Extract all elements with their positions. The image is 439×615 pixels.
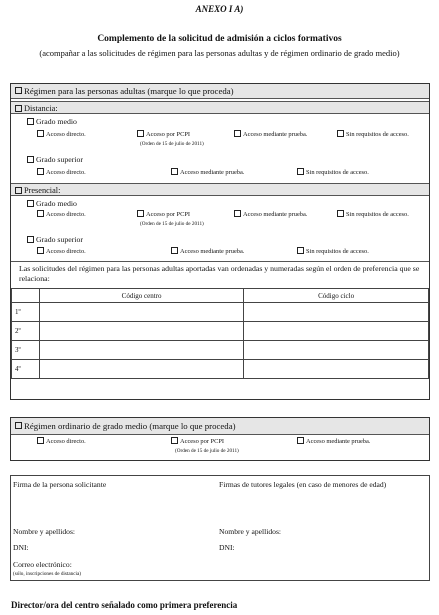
preference-instructions: Las solicitudes del régimen para las personas adultas aportadas van ordenadas y numeradas según el orden de preferencia que se relaciona: xyxy=(19,264,420,283)
pref-centro-input[interactable] xyxy=(40,322,244,341)
checkbox-pres-gm-pcpi[interactable] xyxy=(137,210,144,217)
table-row xyxy=(12,341,429,360)
checkbox-presencial-grado-medio[interactable] xyxy=(27,200,34,207)
pref-row-number: 2º xyxy=(12,322,40,341)
distance-grado-superior-row xyxy=(11,153,429,169)
checkbox-presencial-grado-superior[interactable] xyxy=(27,236,34,243)
ord-orden-note: (Orden de 15 de julio de 2011) xyxy=(175,448,239,454)
checkbox-dist-gm-pcpi[interactable] xyxy=(137,130,144,137)
form-subtitle: (acompañar a las solicitudes de régimen para las personas adultas y de régimen ordinario de grado medio) xyxy=(39,48,400,58)
presencial-header xyxy=(11,183,429,196)
presencial-grado-medio-label: Grado medio xyxy=(36,199,77,208)
dist-gm-orden-note: (Orden de 15 de julio de 2011) xyxy=(140,141,204,147)
dist-gm-directo-label: Acceso directo. xyxy=(46,131,86,138)
pres-gm-directo-label: Acceso directo. xyxy=(46,211,86,218)
checkbox-dist-gs-directo[interactable] xyxy=(37,168,44,175)
pref-row-number: 4º xyxy=(12,360,40,379)
checkbox-presencial[interactable] xyxy=(15,187,22,194)
dist-gs-sin-label: Sin requisitos de acceso. xyxy=(306,169,369,176)
checkbox-ordinary-regime[interactable] xyxy=(15,422,22,429)
pref-centro-input[interactable] xyxy=(40,360,244,379)
applicant-dni-label: DNI: xyxy=(13,543,29,552)
applicant-name-label: Nombre y apellidos: xyxy=(13,527,76,536)
pres-gm-prueba-label: Acceso mediante prueba. xyxy=(243,211,308,218)
distance-grado-superior-label: Grado superior xyxy=(36,155,83,164)
pref-ciclo-input[interactable] xyxy=(244,322,429,341)
distance-grado-superior-options xyxy=(11,169,429,182)
checkbox-pres-gs-prueba[interactable] xyxy=(171,247,178,254)
checkbox-dist-gm-directo[interactable] xyxy=(37,130,44,137)
email-label: Correo electrónico: xyxy=(13,560,72,569)
guardian-dni-label: DNI: xyxy=(219,543,235,552)
pres-gm-sin-label: Sin requisitos de acceso. xyxy=(346,211,409,218)
pref-col-centro: Código centro xyxy=(40,289,244,303)
presencial-grado-superior-row xyxy=(11,233,429,248)
ordinary-options xyxy=(11,435,429,460)
checkbox-dist-gm-prueba[interactable] xyxy=(234,130,241,137)
checkbox-pres-gs-sin[interactable] xyxy=(297,247,304,254)
checkbox-pres-gm-sin[interactable] xyxy=(337,210,344,217)
pref-col-ciclo: Código ciclo xyxy=(244,289,429,303)
pref-centro-input[interactable] xyxy=(40,341,244,360)
checkbox-ord-directo[interactable] xyxy=(37,437,44,444)
table-row xyxy=(12,322,429,341)
pref-ciclo-input[interactable] xyxy=(244,360,429,379)
form-title: Complemento de la solicitud de admisión a ciclos formativos xyxy=(97,34,342,44)
presencial-grado-medio-options xyxy=(11,211,429,233)
checkbox-pres-gm-directo[interactable] xyxy=(37,210,44,217)
checkbox-ord-prueba[interactable] xyxy=(297,437,304,444)
signatures-section xyxy=(10,475,430,581)
preference-table xyxy=(11,288,429,379)
checkbox-dist-gm-sin[interactable] xyxy=(337,130,344,137)
distance-header xyxy=(11,101,429,114)
presencial-grado-superior-label: Grado superior xyxy=(36,235,83,244)
pres-gs-directo-label: Acceso directo. xyxy=(46,248,86,255)
checkbox-dist-gs-prueba[interactable] xyxy=(171,168,178,175)
annex-label: ANEXO I A) xyxy=(195,4,244,14)
checkbox-adult-regime[interactable] xyxy=(15,87,22,94)
pref-col-number xyxy=(12,289,40,303)
pref-row-number: 1º xyxy=(12,303,40,322)
presencial-grado-superior-options xyxy=(11,248,429,262)
dist-gs-prueba-label: Acceso mediante prueba. xyxy=(180,169,245,176)
checkbox-distance-grado-superior[interactable] xyxy=(27,156,34,163)
checkbox-distance-grado-medio[interactable] xyxy=(27,118,34,125)
ordinary-regime-header xyxy=(11,418,429,435)
checkbox-pres-gm-prueba[interactable] xyxy=(234,210,241,217)
dist-gm-prueba-label: Acceso mediante prueba. xyxy=(243,131,308,138)
distance-label: Distancia: xyxy=(24,104,58,113)
dist-gm-pcpi-label: Acceso por PCPI xyxy=(146,131,191,138)
adult-regime-header xyxy=(11,84,429,99)
guardian-name-label: Nombre y apellidos: xyxy=(219,527,282,536)
presencial-grado-medio-row xyxy=(11,196,429,211)
dist-gs-directo-label: Acceso directo. xyxy=(46,169,86,176)
pref-row-number: 3º xyxy=(12,341,40,360)
ordinary-regime-header-label: Régimen ordinario de grado medio (marque lo que proceda) xyxy=(24,421,236,431)
table-row xyxy=(12,303,429,322)
adult-regime-section xyxy=(10,83,430,400)
dist-gm-sin-label: Sin requisitos de acceso. xyxy=(346,131,409,138)
pref-ciclo-input[interactable] xyxy=(244,341,429,360)
checkbox-pres-gs-directo[interactable] xyxy=(37,247,44,254)
checkbox-distance[interactable] xyxy=(15,105,22,112)
presencial-label: Presencial: xyxy=(24,186,61,195)
director-heading: Director/ora del centro señalado como primera preferencia xyxy=(11,600,238,610)
pres-gs-prueba-label: Acceso mediante prueba. xyxy=(180,248,245,255)
table-row xyxy=(12,360,429,379)
pref-ciclo-input[interactable] xyxy=(244,303,429,322)
ord-directo-label: Acceso directo. xyxy=(46,438,86,445)
ord-prueba-label: Acceso mediante prueba. xyxy=(306,438,371,445)
guardian-signature-label: Firmas de tutores legales (en caso de menores de edad) xyxy=(219,480,387,489)
pref-centro-input[interactable] xyxy=(40,303,244,322)
ordinary-regime-section xyxy=(10,417,430,461)
checkbox-dist-gs-sin[interactable] xyxy=(297,168,304,175)
pres-gm-orden-note: (Orden de 15 de julio de 2011) xyxy=(140,221,204,227)
email-note: (sólo, inscripciones de distancia) xyxy=(13,571,81,577)
applicant-signature-label: Firma de la persona solicitante xyxy=(13,480,107,489)
ord-pcpi-label: Acceso por PCPI xyxy=(180,438,225,445)
distance-grado-medio-options xyxy=(11,131,429,153)
distance-grado-medio-row xyxy=(11,114,429,131)
adult-regime-header-label: Régimen para las personas adultas (marque lo que proceda) xyxy=(24,86,234,96)
checkbox-ord-pcpi[interactable] xyxy=(171,437,178,444)
distance-grado-medio-label: Grado medio xyxy=(36,117,77,126)
pres-gm-pcpi-label: Acceso por PCPI xyxy=(146,211,191,218)
pres-gs-sin-label: Sin requisitos de acceso. xyxy=(306,248,369,255)
